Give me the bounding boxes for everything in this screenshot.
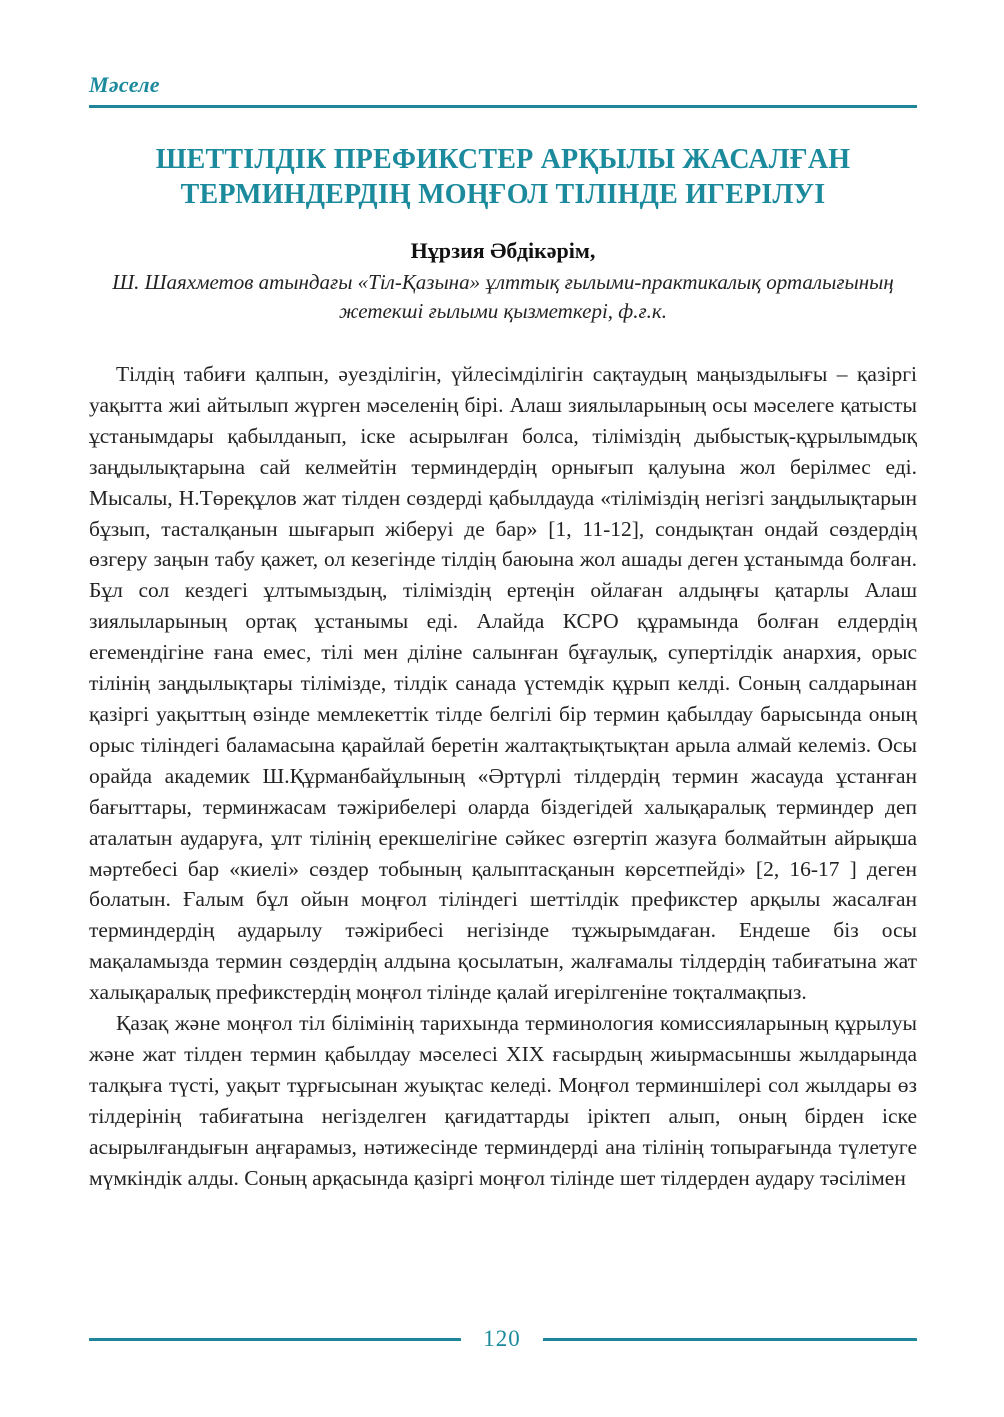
body-paragraph: Тілдің табиғи қалпын, әуезділігін, үйлесімділігін сақтаудың маңыздылығы – қазіргі уақытта жиі айтылып жүрген мәселенің бірі. Алаш зиялыларының осы мәселеге қатысты ұстанымдары қабылданып, іске асырылған болса, тіліміздің дыбыстық-құрылымдық заңдылықтарына сай келмейтін терминдердің орнығып қалуына жол берілмес еді. Мысалы, Н.Төреқұлов жат тілден сөздерді қабылдауда «тіліміздің негізгі заңдылықтарын бұзып, тасталқанын шығарып жіберуі де бар» [1, 11-12], сондықтан ондай сөздердің өзгеру заңын табу қажет, ол кезегінде тілдің баюына жол ашады деген ұстанымда болған. Бұл сол кездегі ұлтымыздың, тіліміздің ертеңін ойлаған алдыңғы қатарлы Алаш зиялыларының ортақ ұстанымы еді. Алайда КСРО құрамында болған елдердің егемендігіне ғана емес, тілі мен діліне салынған бұғаулық, супертілдік анархия, орыс тілінің заңдылықтары тілімізде, тілдік санада үстемдік құрып келді. Соның салдарынан қазіргі уақыттың өзінде мемлекеттік тілде белгілі бір термин қабылдау барысында оның орыс тіліндегі баламасына қарайлай беретін жалтақтықтықтан арыла алмай келеміз. Осы орайда академик Ш.Құрманбайұлының «Әртүрлі тілдердің термин жасауда ұстанған бағыттары, терминжасам тәжірибелері оларда біздегідей халықаралық терминдер деп аталатын аударуға, ұлт тілінің ерекшелігіне сәйкес өзгертіп жазуға болмайтын айрықша мәртебесі бар «киелі» сөздер тобының қалыптасқанын көрсетпейді» [2, 16-17 ] деген болатын. Ғалым бұл ойын моңғол тіліндегі шеттілдік префикстер арқылы жасалған терминдердің аударылу тәжірибесі негізінде тұжырымдаған. Ендеше біз осы мақаламызда термин сөздердің алдына қосылатын, жалғамалы тілдердің табиғатына жат халықаралық префикстердің моңғол тілінде қалай игерілгеніне тоқталмақпыз. [89, 362, 917, 1005]
article-body [89, 359, 917, 1193]
article-title: ШЕТТІЛДІК ПРЕФИКСТЕР АРҚЫЛЫ ЖАСАЛҒАН ТЕРМИНДЕРДІҢ МОҢҒОЛ ТІЛІНДЕ ИГЕРІЛУІ [155, 144, 851, 210]
page-number: 120 [483, 1326, 521, 1351]
section-label: Мәселе [89, 72, 160, 97]
footer-rule-right [543, 1338, 917, 1341]
body-paragraph: Қазақ және моңғол тіл білімінің тарихында терминология комиссияларының құрылуы және жат тілден термин қабылдау мәселесі ХІХ ғасырдың жиырмасыншы жылдарында талқыға түсті, уақыт тұрғысынан жуықтас келеді. Моңғол терминшілері сол жылдары өз тілдерінің табиғатына негізделген қағидаттарды іріктеп алып, оның бірден іске асырылғандығын аңғарамыз, нәтижесінде терминдерді ана тілінің топырағында түлетуге мүмкіндік алды. Соның арқасында қазіргі моңғол тілінде шет тілдерден аудару тәсілімен [89, 1011, 917, 1190]
header-rule [89, 105, 917, 108]
author-affiliation: Ш. Шаяхметов атындағы «Тіл-Қазына» ұлттық ғылыми-практикалық орталығының жетекші ғылыми қызметкері, ф.ғ.к. [112, 270, 894, 323]
footer-rule-left [89, 1338, 461, 1341]
author-name: Нұрзия Әбдікәрім, [410, 238, 596, 263]
